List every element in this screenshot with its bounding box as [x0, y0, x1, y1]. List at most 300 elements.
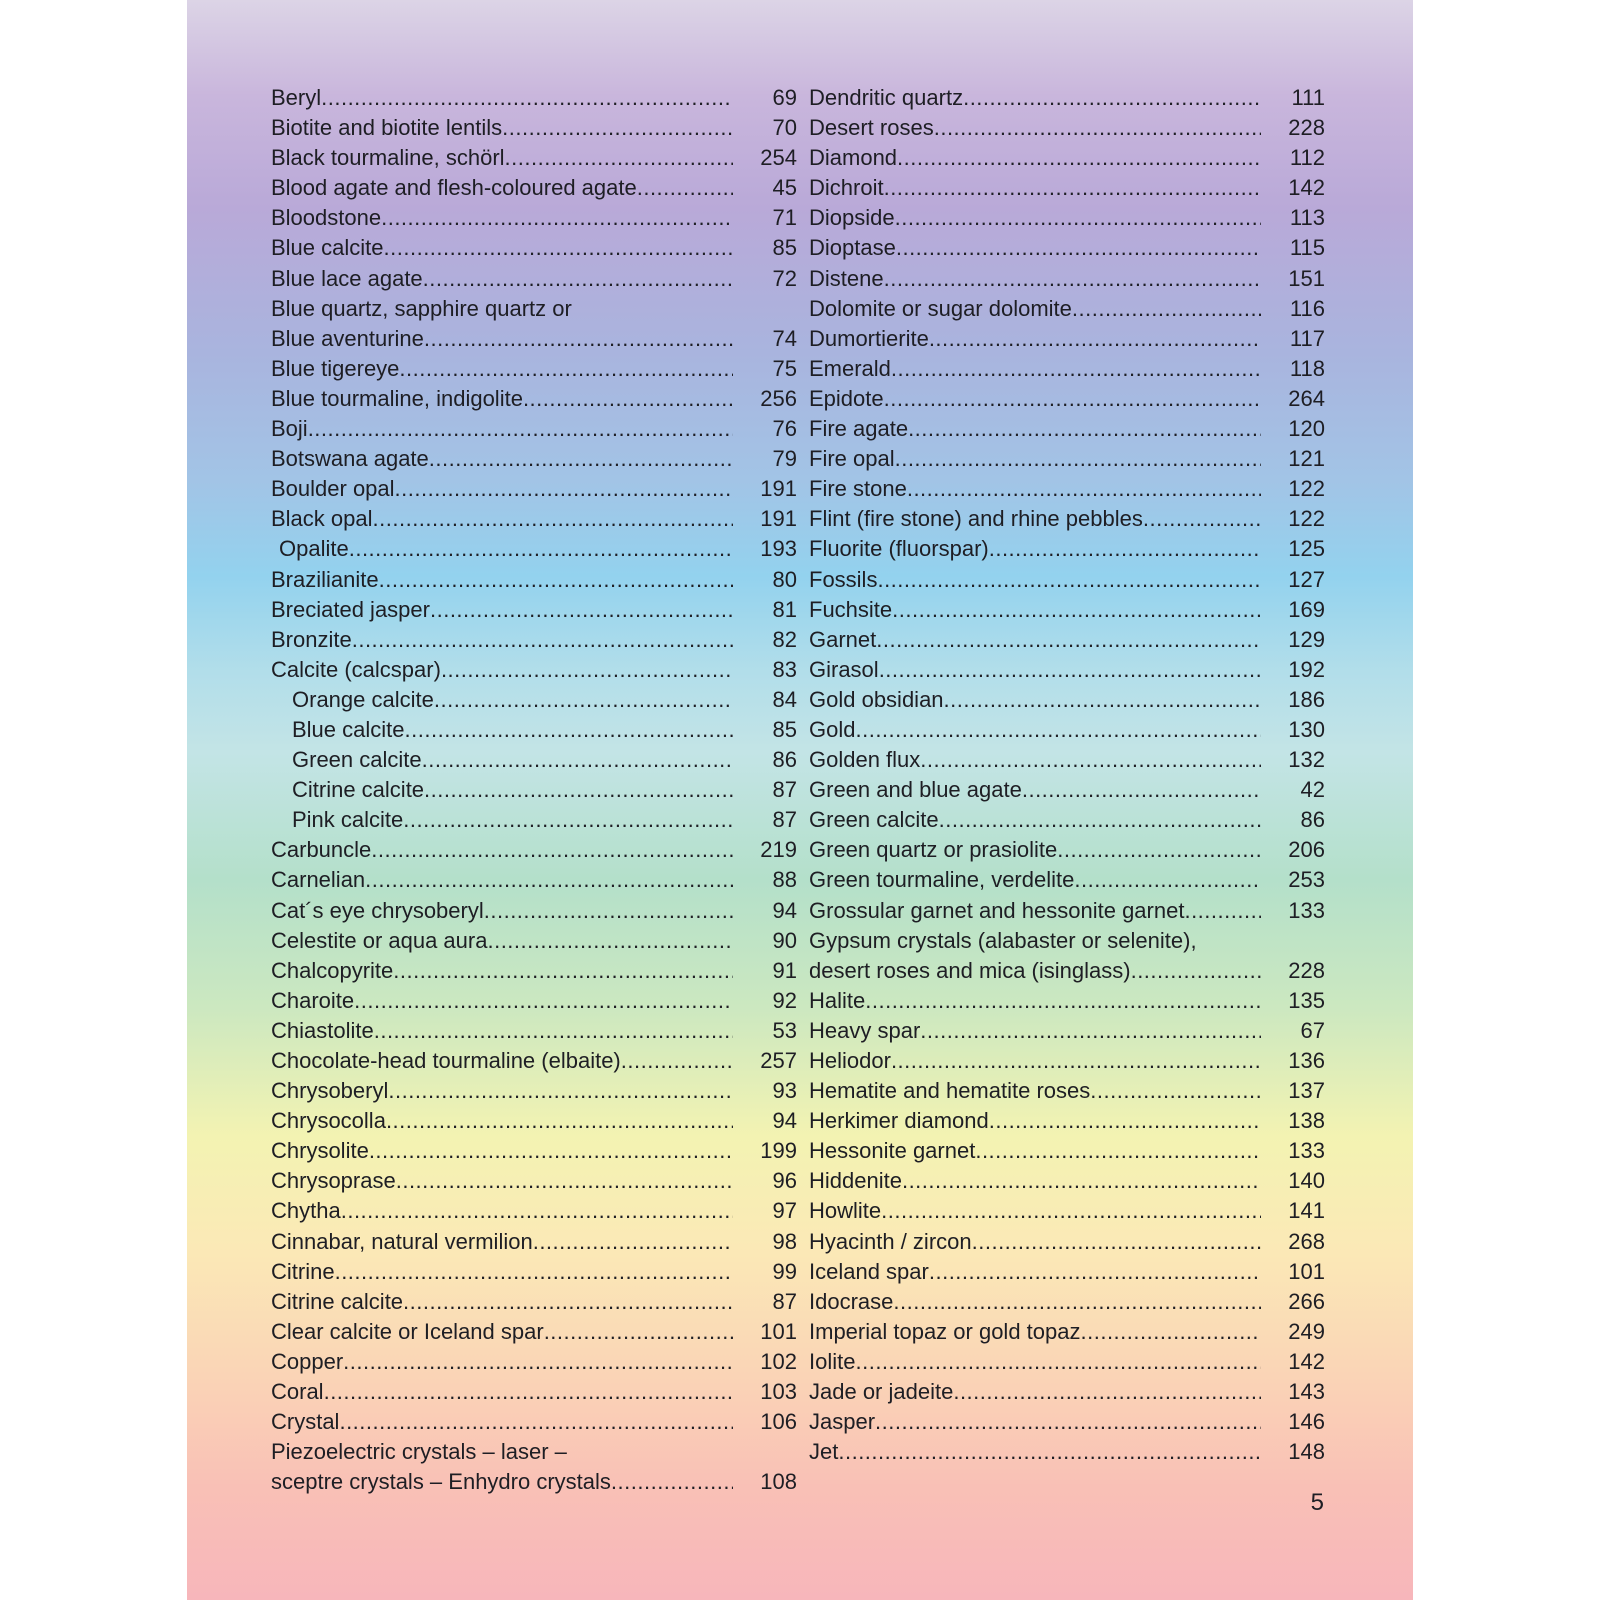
entry-label: Black opal .....: [271, 506, 733, 531]
entry-label: Carbuncle .....: [271, 837, 733, 862]
entry-page-number: 127: [1288, 566, 1325, 592]
index-entry: [809, 1166, 1325, 1196]
entry-label: Carnelian .....: [271, 867, 733, 892]
entry-page-number: 69: [772, 85, 797, 110]
entry-label: Heavy spar .....: [809, 1018, 1261, 1043]
entry-label: Citrine calcite .....: [292, 777, 733, 802]
index-entry: [809, 1106, 1325, 1136]
entry-page-number: 87: [772, 1288, 797, 1314]
index-entry: [271, 835, 797, 865]
entry-label: Clear calcite or Iceland spar .....: [271, 1319, 733, 1344]
entry-label: Desert roses .....: [809, 115, 1261, 140]
index-entry: [809, 625, 1325, 655]
entry-text: [809, 324, 1261, 354]
entry-page-number: 118: [1289, 355, 1325, 381]
entry-page-number: 133: [1288, 1138, 1325, 1164]
entry-text: [271, 595, 733, 625]
index-entry: [809, 173, 1325, 203]
entry-text: [809, 625, 1261, 655]
entry-label: Gold obsidian .....: [809, 687, 1261, 712]
index-entry: [809, 835, 1325, 865]
entry-label: Diopside .....: [809, 205, 1261, 230]
entry-page-number: 53: [772, 1017, 797, 1043]
entry-text: [271, 685, 733, 715]
index-entry: [271, 113, 797, 143]
index-entry: [809, 324, 1325, 354]
index-entry: [271, 444, 797, 474]
entry-label: Chalcopyrite .....: [271, 958, 733, 983]
entry-text: [271, 1227, 733, 1257]
entry-text: [809, 1196, 1261, 1226]
entry-label: Fuchsite .....: [809, 597, 1261, 622]
entry-label: Boji .....: [271, 416, 733, 441]
entry-text: [271, 565, 733, 595]
entry-label: Jade or jadeite .....: [809, 1379, 1261, 1404]
index-right-column: [809, 83, 1325, 1467]
entry-text: [809, 1227, 1261, 1257]
entry-page-number: 266: [1288, 1288, 1325, 1314]
entry-label: Blue lace agate .....: [271, 266, 733, 291]
entry-text: [809, 173, 1261, 203]
entry-page-number: 80: [772, 566, 797, 592]
entry-label: Fire agate .....: [809, 416, 1261, 441]
entry-page-number: 192: [1288, 656, 1325, 682]
index-entry: [809, 384, 1325, 414]
entry-page-number: 253: [1288, 867, 1325, 893]
entry-page-number: 143: [1288, 1379, 1325, 1405]
entry-text: [809, 1106, 1261, 1136]
entry-label: Hematite and hematite roses .....: [809, 1078, 1261, 1103]
entry-label: Dichroit .....: [809, 175, 1261, 200]
entry-page-number: 257: [760, 1048, 797, 1073]
entry-text: [271, 745, 733, 775]
entry-page-number: 94: [772, 1108, 797, 1134]
index-entry: [271, 865, 797, 895]
entry-label: Hessonite garnet .....: [809, 1138, 1261, 1163]
index-entry: [271, 986, 797, 1016]
index-entry: [809, 745, 1325, 775]
entry-text: [809, 1437, 1261, 1467]
entry-text: [809, 504, 1261, 534]
index-entry: [271, 1166, 797, 1196]
entry-page-number: 151: [1288, 265, 1325, 291]
index-entry: [809, 414, 1325, 444]
entry-page-number: 87: [772, 807, 797, 833]
entry-text: [809, 294, 1261, 324]
entry-page-number: 91: [772, 957, 797, 983]
entry-label: Blue quartz, sapphire quartz or: [271, 295, 572, 321]
entry-page-number: 125: [1288, 536, 1325, 562]
index-entry: [809, 294, 1325, 324]
index-entry: [809, 685, 1325, 715]
entry-label: Cat´s eye chrysoberyl .....: [271, 898, 733, 923]
entry-text: [271, 1016, 733, 1046]
index-entry: [271, 173, 797, 203]
entry-text: [271, 715, 733, 745]
index-entry: [271, 233, 797, 263]
index-entry: [271, 896, 797, 926]
page-number: 5: [1310, 1489, 1324, 1516]
entry-text: [809, 956, 1261, 986]
index-entry: [271, 805, 797, 835]
index-entry: [809, 926, 1325, 956]
entry-page-number: 228: [1288, 115, 1325, 141]
entry-text: [809, 1377, 1261, 1407]
entry-label: Fossils .....: [809, 567, 1261, 592]
entry-text: [271, 926, 733, 956]
index-left-column: [271, 83, 797, 1497]
entry-page-number: 87: [772, 777, 797, 803]
entry-page-number: 96: [772, 1168, 797, 1194]
index-entry: [271, 1046, 797, 1076]
entry-page-number: 137: [1288, 1078, 1325, 1104]
index-entry: [271, 1076, 797, 1106]
index-entry: [809, 986, 1325, 1016]
index-entry: [809, 143, 1325, 173]
entry-page-number: 142: [1288, 1348, 1325, 1374]
entry-text: [809, 865, 1261, 895]
entry-page-number: 86: [772, 747, 797, 773]
entry-page-number: 141: [1288, 1198, 1325, 1224]
entry-text: [271, 113, 733, 143]
index-entry: [809, 896, 1325, 926]
entry-label: Green calcite .....: [292, 747, 733, 772]
index-entry: [271, 324, 797, 354]
entry-page-number: 199: [760, 1138, 797, 1164]
entry-label: Dolomite or sugar dolomite .....: [809, 296, 1261, 321]
entry-label: Flint (fire stone) and rhine pebbles .....: [809, 506, 1261, 531]
entry-text: [809, 565, 1261, 595]
entry-label: Epidote .....: [809, 386, 1261, 411]
entry-text: [271, 986, 733, 1016]
index-entry: [271, 1257, 797, 1287]
entry-text: [271, 1347, 733, 1377]
entry-label: Hyacinth / zircon .....: [809, 1229, 1261, 1254]
index-entry: [809, 264, 1325, 294]
entry-text: [809, 745, 1261, 775]
entry-page-number: 67: [1300, 1017, 1325, 1043]
entry-text: [809, 595, 1261, 625]
entry-label: Iolite .....: [809, 1349, 1261, 1374]
entry-label: Fluorite (fluorspar) .....: [809, 536, 1261, 561]
entry-page-number: 120: [1288, 416, 1325, 442]
entry-text: [271, 1046, 733, 1076]
entry-text: [809, 354, 1261, 384]
entry-page-number: 101: [1288, 1258, 1325, 1284]
index-entry: [271, 685, 797, 715]
entry-text: [809, 1016, 1261, 1046]
index-entry: [809, 1046, 1325, 1076]
entry-page-number: 116: [1289, 295, 1325, 321]
entry-text: [809, 444, 1261, 474]
index-entry: [809, 1136, 1325, 1166]
entry-page-number: 113: [1289, 205, 1325, 231]
entry-text: [809, 1046, 1261, 1076]
entry-text: [271, 354, 733, 384]
index-entry: [271, 474, 797, 504]
index-entry: [809, 474, 1325, 504]
entry-text: [271, 504, 733, 534]
entry-label: Calcite (calcspar) .....: [271, 657, 733, 682]
entry-label: Green tourmaline, verdelite .....: [809, 867, 1261, 892]
entry-page-number: 148: [1288, 1439, 1325, 1465]
entry-page-number: 97: [772, 1198, 797, 1224]
entry-page-number: 101: [760, 1318, 797, 1344]
entry-label: Iceland spar .....: [809, 1259, 1261, 1284]
entry-label: Chrysoprase .....: [271, 1168, 733, 1193]
index-entry: [809, 1407, 1325, 1437]
entry-label: Dendritic quartz .....: [809, 85, 1261, 110]
entry-page-number: 108: [760, 1469, 797, 1495]
entry-text: [271, 83, 733, 113]
entry-label: Herkimer diamond .....: [809, 1108, 1261, 1133]
entry-page-number: 256: [760, 385, 797, 411]
entry-text: [809, 655, 1261, 685]
entry-label: Halite .....: [809, 988, 1261, 1013]
entry-text: [271, 1377, 733, 1407]
entry-text: [271, 1407, 733, 1437]
index-entry: [809, 1347, 1325, 1377]
entry-label: Heliodor .....: [809, 1048, 1261, 1073]
index-entry: [271, 384, 797, 414]
entry-label: Orange calcite .....: [292, 687, 733, 712]
entry-text: [809, 474, 1261, 504]
entry-page-number: 254: [760, 145, 797, 171]
entry-label: sceptre crystals – Enhydro crystals .....: [271, 1469, 733, 1494]
entry-page-number: 94: [772, 897, 797, 923]
entry-text: [809, 203, 1261, 233]
entry-text: [271, 264, 733, 294]
entry-label: Blue calcite .....: [292, 717, 733, 742]
entry-text: [809, 113, 1261, 143]
index-entry: [271, 625, 797, 655]
entry-label: Blue tourmaline, indigolite .....: [271, 386, 733, 411]
index-entry: [271, 203, 797, 233]
entry-text: [271, 1467, 733, 1497]
entry-text: [809, 384, 1261, 414]
entry-text: [809, 83, 1261, 113]
entry-page-number: 103: [760, 1379, 797, 1405]
entry-text: [271, 534, 733, 564]
entry-text: [271, 655, 733, 685]
entry-text: [809, 1317, 1261, 1347]
index-entry: [809, 534, 1325, 564]
entry-label: Crystal .....: [271, 1409, 733, 1434]
entry-label: Dumortierite .....: [809, 326, 1261, 351]
entry-page-number: 42: [1300, 777, 1325, 803]
entry-page-number: 75: [772, 355, 797, 381]
entry-text: [271, 143, 733, 173]
entry-label: Fire opal .....: [809, 446, 1261, 471]
entry-text: [809, 896, 1261, 926]
entry-page-number: 106: [760, 1409, 797, 1435]
entry-text: [809, 926, 1261, 956]
entry-label: Dioptase .....: [809, 235, 1261, 260]
index-entry: [271, 294, 797, 324]
entry-page-number: 117: [1289, 325, 1325, 351]
entry-page-number: 76: [772, 416, 797, 442]
entry-page-number: 88: [772, 867, 797, 893]
entry-text: [271, 1317, 733, 1347]
entry-text: [271, 956, 733, 986]
index-entry: [809, 233, 1325, 263]
index-entry: [809, 1377, 1325, 1407]
index-entry: [809, 805, 1325, 835]
entry-text: [271, 324, 733, 354]
entry-label: Piezoelectric crystals – laser –: [271, 1439, 567, 1465]
entry-label: Black tourmaline, schörl .....: [271, 145, 733, 170]
entry-page-number: 146: [1288, 1409, 1325, 1435]
entry-page-number: 72: [772, 265, 797, 291]
entry-label: Garnet .....: [809, 627, 1261, 652]
entry-page-number: 112: [1289, 145, 1325, 171]
entry-page-number: 90: [772, 927, 797, 953]
index-entry: [271, 1016, 797, 1046]
entry-page-number: 84: [772, 686, 797, 712]
entry-page-number: 82: [772, 626, 797, 652]
index-entry: [271, 956, 797, 986]
entry-page-number: 130: [1288, 716, 1325, 742]
entry-label: Pink calcite .....: [292, 807, 733, 832]
entry-text: [271, 1166, 733, 1196]
entry-page-number: 98: [772, 1228, 797, 1254]
entry-page-number: 121: [1288, 446, 1325, 472]
entry-page-number: 132: [1288, 747, 1325, 773]
entry-text: [809, 1407, 1261, 1437]
entry-text: [809, 986, 1261, 1016]
entry-page-number: 191: [760, 476, 797, 502]
index-entry: [809, 1016, 1325, 1046]
entry-page-number: 122: [1288, 476, 1325, 502]
entry-text: [809, 835, 1261, 865]
entry-label: Citrine .....: [271, 1259, 733, 1284]
index-entry: [271, 1347, 797, 1377]
entry-label: Distene .....: [809, 266, 1261, 291]
entry-label: Boulder opal .....: [271, 476, 733, 501]
entry-label: Emerald .....: [809, 356, 1261, 381]
entry-label: Blue tigereye .....: [271, 356, 733, 381]
entry-label: Idocrase .....: [809, 1289, 1261, 1314]
entry-text: [271, 384, 733, 414]
entry-text: [271, 414, 733, 444]
index-entry: [809, 1437, 1325, 1467]
entry-page-number: 79: [772, 446, 797, 472]
entry-page-number: 136: [1288, 1048, 1325, 1073]
index-entry: [271, 414, 797, 444]
entry-page-number: 133: [1288, 897, 1325, 923]
entry-page-number: 191: [760, 506, 797, 532]
entry-label: Beryl .....: [271, 85, 733, 110]
entry-page-number: 102: [760, 1348, 797, 1374]
index-page: [187, 0, 1413, 1600]
entry-label: Chocolate-head tourmaline (elbaite) .....: [271, 1048, 733, 1073]
entry-text: [809, 414, 1261, 444]
entry-label: Chrysoberyl .....: [271, 1078, 733, 1103]
entry-page-number: 115: [1289, 235, 1325, 261]
index-entry: [271, 1407, 797, 1437]
index-entry: [271, 1317, 797, 1347]
entry-text: [809, 1166, 1261, 1196]
entry-text: [809, 805, 1261, 835]
index-entry: [809, 203, 1325, 233]
entry-page-number: 99: [772, 1258, 797, 1284]
entry-label: Green and blue agate .....: [809, 777, 1261, 802]
index-entry: [809, 565, 1325, 595]
index-entry: [809, 775, 1325, 805]
entry-page-number: 74: [772, 325, 797, 351]
index-entry: [271, 264, 797, 294]
entry-label: Copper .....: [271, 1349, 733, 1374]
entry-page-number: 206: [1288, 837, 1325, 863]
entry-page-number: 228: [1288, 957, 1325, 983]
index-entry: [271, 143, 797, 173]
entry-label: Jet .....: [809, 1439, 1261, 1464]
entry-page-number: 93: [772, 1078, 797, 1104]
entry-page-number: 81: [772, 596, 797, 622]
index-entry: [809, 354, 1325, 384]
entry-text: [271, 775, 733, 805]
entry-label: Imperial topaz or gold topaz .....: [809, 1319, 1261, 1344]
entry-label: Fire stone .....: [809, 476, 1261, 501]
entry-label: Biotite and biotite lentils .....: [271, 115, 733, 140]
index-entry: [271, 1196, 797, 1226]
entry-page-number: 219: [760, 837, 797, 863]
index-entry: [271, 83, 797, 113]
index-entry: [271, 926, 797, 956]
entry-page-number: 135: [1288, 987, 1325, 1013]
entry-text: [271, 1136, 733, 1166]
entry-label: Blood agate and flesh-coloured agate .....: [271, 175, 733, 200]
entry-page-number: 169: [1288, 596, 1325, 622]
index-entry: [271, 1136, 797, 1166]
entry-label: Breciated jasper .....: [271, 597, 733, 622]
entry-label: Girasol .....: [809, 657, 1261, 682]
index-entry: [809, 1227, 1325, 1257]
entry-text: [809, 1076, 1261, 1106]
entry-text: [271, 1287, 733, 1317]
entry-text: [271, 1196, 733, 1226]
index-entry: [809, 113, 1325, 143]
entry-label: Chrysocolla .....: [271, 1108, 733, 1133]
entry-label: Chiastolite .....: [271, 1018, 733, 1043]
entry-page-number: 129: [1288, 626, 1325, 652]
entry-label: Opalite .....: [279, 536, 733, 561]
index-entry: [271, 354, 797, 384]
entry-text: [271, 233, 733, 263]
entry-text: [809, 233, 1261, 263]
entry-label: Coral .....: [271, 1379, 733, 1404]
index-entry: [809, 1287, 1325, 1317]
entry-text: [809, 1347, 1261, 1377]
entry-label: desert roses and mica (isinglass) .....: [809, 958, 1261, 983]
entry-label: Grossular garnet and hessonite garnet .....: [809, 898, 1261, 923]
entry-text: [809, 143, 1261, 173]
index-entry: [809, 1257, 1325, 1287]
entry-text: [271, 1076, 733, 1106]
index-entry: [271, 1106, 797, 1136]
index-entry: [809, 595, 1325, 625]
index-entry: [271, 534, 797, 564]
entry-page-number: 249: [1288, 1318, 1325, 1344]
entry-label: Citrine calcite .....: [271, 1289, 733, 1314]
entry-page-number: 268: [1288, 1228, 1325, 1254]
entry-label: Chytha .....: [271, 1198, 733, 1223]
index-entry: [809, 715, 1325, 745]
entry-text: [271, 1437, 733, 1467]
entry-text: [809, 264, 1261, 294]
index-entry: [809, 83, 1325, 113]
index-entry: [809, 1317, 1325, 1347]
